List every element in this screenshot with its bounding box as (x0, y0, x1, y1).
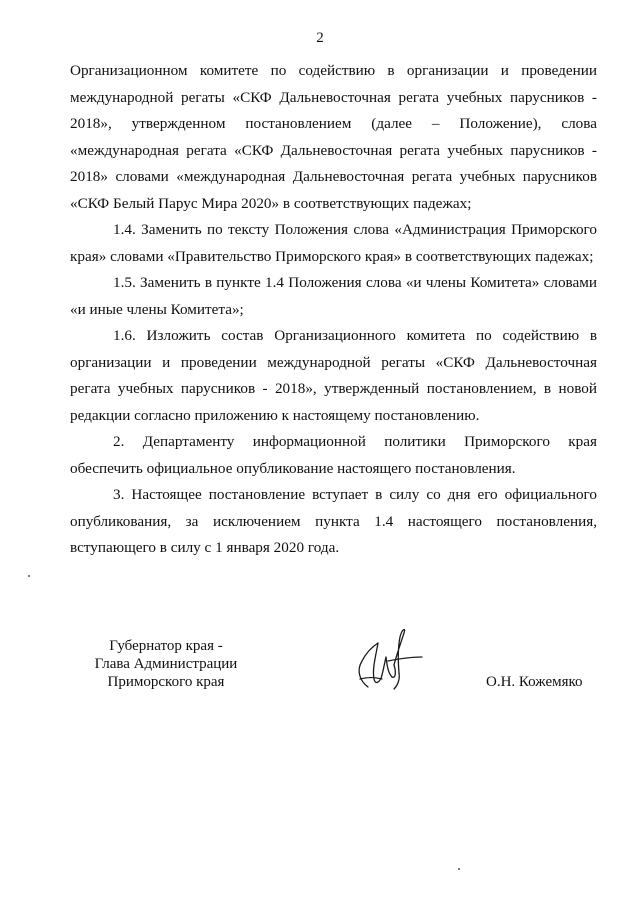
signatory-position (78, 637, 254, 691)
handwritten-signature (338, 617, 424, 697)
paragraph-1-3-continuation: Организационном комитете по содействию в организации и проведении международной регаты «СКФ Дальневосточная регата учебных парусников - 2018», утвержденном постановлением (далее – Положение), слова «международная регата «СКФ Дальневосточная регата учебных парусников - 2018» словами «международная Дальневосточная регата учебных парусников «СКФ Белый Парус Мира 2020» в соответствующих падежах; (70, 62, 597, 212)
paragraph-1-4: 1.4. Заменить по тексту Положения слова «Администрация Приморского края» словами «Правительство Приморского края» в соответствующих падежах; (70, 221, 597, 265)
paragraph-2: 2. Департаменту информационной политики Приморского края обеспечить официальное опубликование настоящего постановления. (70, 433, 597, 477)
signature-block (0, 632, 640, 712)
paragraph-3: 3. Настоящее постановление вступает в силу со дня его официального опубликования, за исключением пункта 1.4 настоящего постановления, вступающего в силу с 1 января 2020 года. (70, 486, 597, 556)
document-body (70, 58, 597, 562)
signatory-position-line-3: Приморского края (107, 674, 225, 690)
page-number: 2 (316, 30, 324, 46)
scan-speck (28, 575, 30, 577)
paragraph-1-6: 1.6. Изложить состав Организационного комитета по содействию в организации и проведении международной регаты «СКФ Дальневосточная регата учебных парусников - 2018», утвержденный постановлением, в новой редакции согласно приложению к настоящему постановлению. (70, 327, 597, 424)
signatory-position-line-1: Губернатор края - (109, 638, 223, 654)
paragraph-1-5: 1.5. Заменить в пункте 1.4 Положения слова «и члены Комитета» словами «и иные члены Комитета»; (70, 274, 597, 318)
signatory-name: О.Н. Кожемяко (486, 674, 583, 690)
signatory-position-line-2: Глава Администрации (94, 656, 238, 672)
scan-speck (458, 868, 460, 870)
